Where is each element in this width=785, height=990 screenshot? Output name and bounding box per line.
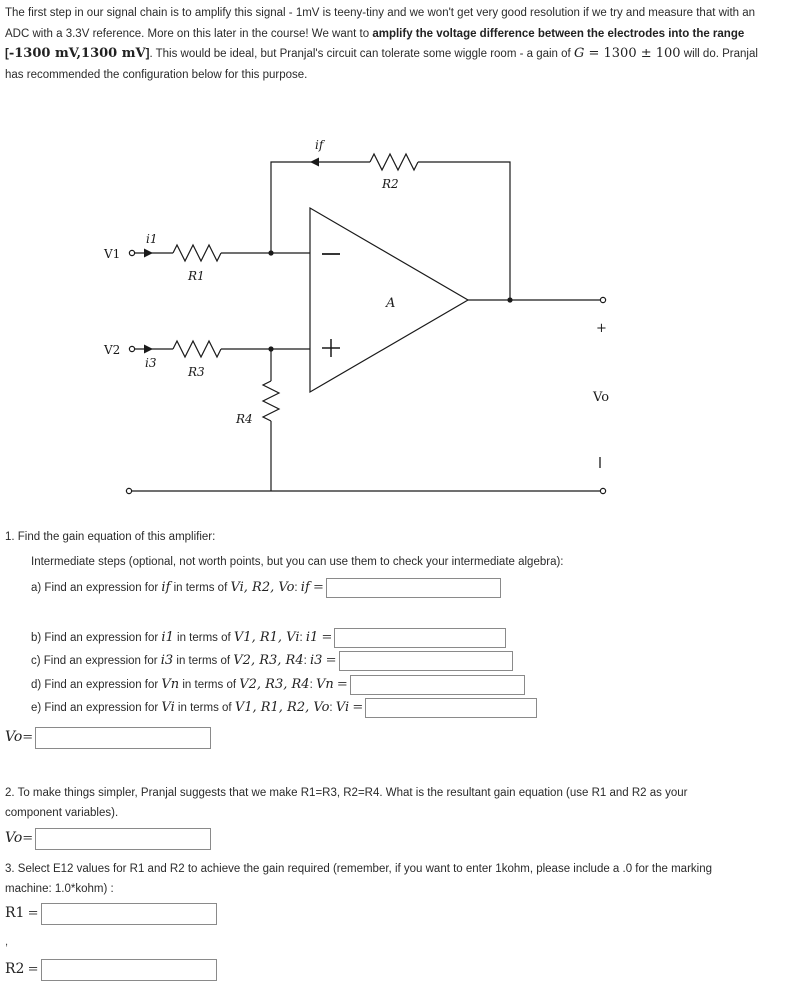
q1a-lhs: if (300, 580, 310, 596)
q1d-mid: in terms of (179, 679, 240, 692)
q1e-var: Vi (161, 700, 175, 716)
intro-gain-symbol: G (573, 46, 585, 61)
q1a-row: a) Find an expression for if in terms of Vi, R2, Vo: if = (31, 578, 501, 598)
q3-r2-label: R2 (5, 961, 25, 978)
q1d-lhs: Vn (315, 677, 334, 693)
q1b-mid: in terms of (173, 632, 234, 645)
q2-vo-label: Vo (5, 830, 23, 847)
junction-out (507, 297, 512, 302)
r2-label: R2 (382, 177, 399, 191)
v1-label: V1 (104, 247, 121, 261)
intro-bold-1: amplify the voltage difference between the electrodes into the range [ (5, 27, 745, 60)
r1-label: R1 (188, 269, 205, 283)
q1c-text: c) Find an expression for (31, 655, 161, 668)
intro-paragraph (5, 3, 775, 85)
q1c-row: c) Find an expression for i3 in terms of V2, R3, R4: i3 = (31, 651, 513, 671)
q1a-mid: in terms of (170, 582, 231, 595)
vo-label: Vo (593, 390, 610, 405)
q1e-mid: in terms of (174, 702, 235, 715)
amp-label: A (386, 296, 396, 311)
feedback-wire-right (418, 162, 510, 298)
q1e-input[interactable] (365, 698, 537, 718)
q1d-row: d) Find an expression for Vn in terms of V2, R3, R4: Vn = (31, 675, 525, 695)
q3-r1-label: R1 (5, 905, 25, 922)
i1-arrow (144, 249, 153, 258)
q3-separator: , (5, 936, 9, 948)
v2-label: V2 (104, 343, 121, 357)
q1b-lhs: i1 (305, 630, 319, 646)
q1c-input[interactable] (339, 651, 513, 671)
junction-n3 (268, 346, 273, 351)
q1c-lhs: i3 (309, 653, 323, 669)
q1e-lhs: Vi (335, 700, 350, 716)
q1b-input[interactable] (334, 628, 506, 648)
q1d-text: d) Find an expression for (31, 679, 162, 692)
q1e-terms: V1, R1, R2, Vo (234, 700, 330, 716)
q3-text: 3. Select E12 values for R1 and R2 to achieve the gain required (remember, if you want to enter 1kohm, please include a .0 for the marking machine: 1.0*kohm) : (5, 863, 713, 895)
v1-terminal (129, 250, 134, 255)
q1a-terms: Vi, R2, Vo (230, 580, 295, 596)
ground-terminal-right (600, 488, 605, 493)
v2-terminal (129, 346, 134, 351)
q1b-text: b) Find an expression for (31, 632, 162, 645)
q2-vo-row: Vo= (5, 828, 211, 850)
q1a-var: if (161, 580, 171, 596)
q1e-text: e) Find an expression for (31, 702, 162, 715)
r2-resistor (370, 154, 418, 170)
vo-terminal (600, 297, 605, 302)
q1-intermediate-note: Intermediate steps (optional, not worth points, but you can use them to check your intermediate algebra): (31, 556, 564, 568)
intro-text-3: will do. Pranjal has recommended the configuration below for this purpose. (5, 48, 758, 81)
q3-r1-row: R1 = (5, 903, 217, 925)
r1-resistor (173, 245, 221, 261)
intro-text-2: . This would be ideal, but Pranjal's circuit can tolerate some wiggle room - a gain of (149, 48, 574, 60)
q1e-row: e) Find an expression for Vi in terms of V1, R1, R2, Vo: Vi = (31, 698, 537, 718)
i3-arrow (144, 345, 153, 354)
q1-vo-label: Vo (5, 729, 23, 746)
q1b-var: i1 (161, 630, 174, 646)
ground-terminal-left (126, 488, 131, 493)
i1-label: i1 (146, 232, 158, 246)
q1a-text: a) Find an expression for (31, 582, 162, 595)
q2-text: 2. To make things simpler, Pranjal suggests that we make R1=R3, R2=R4. What is the resultant gain equation (use R1 and R2 as your component variables). (5, 787, 688, 819)
i3-label: i3 (145, 356, 157, 370)
q1-vo-input[interactable] (35, 727, 211, 749)
q1c-mid: in terms of (173, 655, 234, 668)
q1-title: 1. Find the gain equation of this amplifier: (5, 531, 216, 543)
if-label: if (315, 138, 324, 152)
q1c-terms: V2, R3, R4 (233, 653, 304, 669)
out-plus-label: + (596, 321, 607, 336)
q1a-input[interactable] (326, 578, 501, 598)
q1d-terms: V2, R3, R4 (239, 677, 310, 693)
intro-range: -1300 mV,1300 mV (8, 46, 146, 61)
r3-resistor (173, 341, 221, 357)
q3-r1-input[interactable] (41, 903, 217, 925)
intro-bold-2: ] (145, 48, 150, 60)
q3-r2-row: R2 = (5, 959, 217, 981)
r4-label: R4 (236, 412, 253, 426)
q1d-var: Vn (161, 677, 180, 693)
intro-gain-eq: = 1300 ± 100 (584, 46, 681, 61)
q1d-input[interactable] (350, 675, 525, 695)
circuit-diagram (0, 130, 785, 505)
q1b-terms: V1, R1, Vi (233, 630, 300, 646)
if-arrow (310, 158, 319, 167)
q1c-var: i3 (160, 653, 174, 669)
intro-text-1: The first step in our signal chain is to amplify this signal - 1mV is teeny-tiny and we won't get very good resolution if we try and measure that with an ADC with a 3.3V reference. More on this later in the course! We want to (5, 7, 756, 40)
junction-n1 (268, 250, 273, 255)
q1b-row: b) Find an expression for i1 in terms of V1, R1, Vi: i1 = (31, 628, 506, 648)
q2-vo-input[interactable] (35, 828, 211, 850)
q3-r2-input[interactable] (41, 959, 217, 981)
q1-vo-row: Vo= (5, 727, 211, 749)
feedback-wire (271, 162, 370, 253)
r4-resistor (263, 381, 279, 421)
r3-label: R3 (188, 365, 205, 379)
